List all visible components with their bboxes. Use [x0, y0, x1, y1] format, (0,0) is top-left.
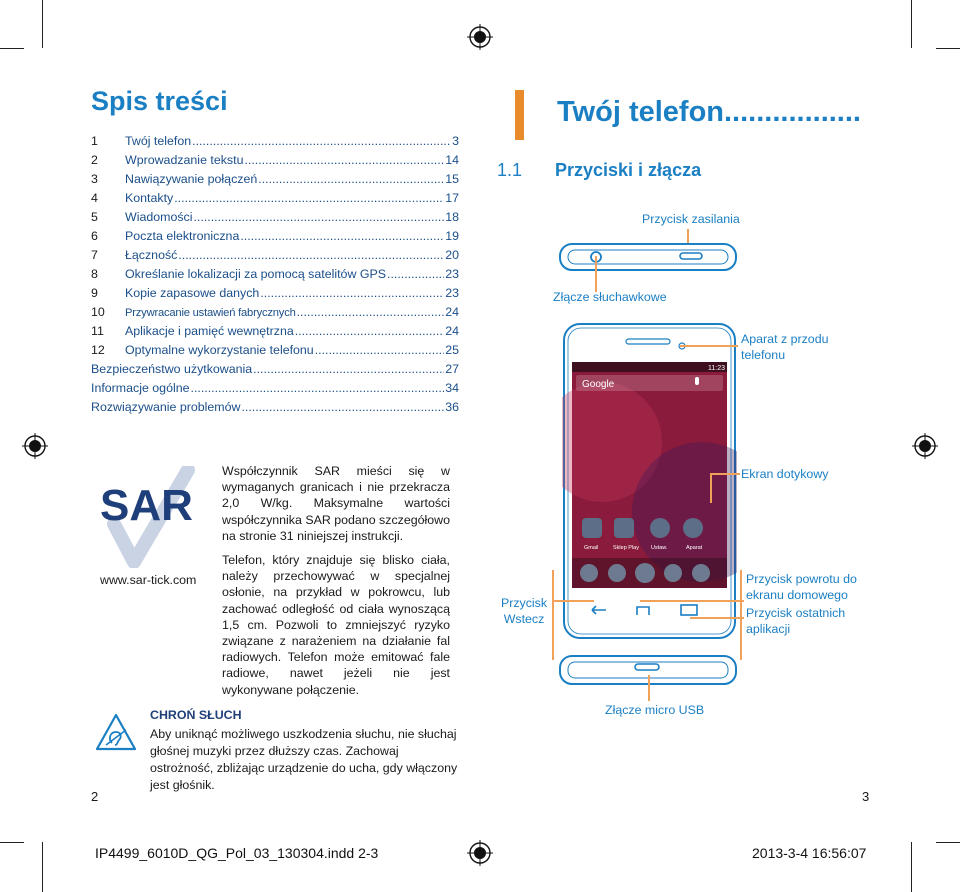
toc-entry-label: Optymalne wykorzystanie telefonu [125, 343, 314, 357]
toc-entry-label: Wprowadzanie tekstu [125, 153, 244, 167]
callout-leader [710, 473, 712, 503]
toc-entry-label: Informacje ogólne [91, 381, 190, 395]
toc-entry-page: 19 [445, 229, 459, 243]
callout-micro-usb: Złącze micro USB [605, 703, 705, 717]
status-bar-time: 11:23 [708, 365, 725, 372]
toc-entry-label: Rozwiązywanie problemów [91, 400, 241, 414]
hearing-heading: CHROŃ SŁUCH [150, 708, 242, 722]
toc-entry-page: 17 [445, 191, 459, 205]
toc-leader [258, 170, 444, 189]
callout-leader [595, 256, 597, 292]
toc-entry-page: 20 [445, 248, 459, 262]
toc-leader [244, 151, 444, 170]
toc-entry-page: 36 [445, 400, 459, 414]
toc-entry-number: 10 [91, 305, 105, 319]
callout-leader [648, 675, 650, 701]
callout-headset-jack: Złącze słuchawkowe [553, 290, 667, 304]
toc-entry[interactable] [91, 341, 459, 360]
toc-leader [191, 379, 445, 398]
toc-entry-label: Nawiązywanie połączeń [125, 172, 258, 186]
callout-leader [690, 617, 744, 619]
crop-mark [42, 842, 43, 892]
page-number-left: 2 [91, 789, 99, 804]
app-label: Sklep Play [613, 545, 639, 551]
toc-entry[interactable] [91, 246, 459, 265]
toc-leader [240, 227, 444, 246]
toc-entry-page: 14 [445, 153, 459, 167]
callout-recent-apps: Przycisk ostatnich aplikacji [746, 606, 846, 636]
toc-entry[interactable] [91, 132, 459, 151]
registration-mark-icon [467, 840, 493, 866]
toc-entry-number: 9 [91, 286, 98, 300]
toc-entry[interactable] [91, 189, 459, 208]
sar-paragraph: Telefon, który znajduje się blisko ciała, należy przechowywać w specjalnej osłonie, na przykład w pokrowcu, lub zachować odległość od ciała wynoszącą 1,5 cm. Pozwoli to zmniejszyć ryzyko związane z narażeniem na działanie fal radiowych. Telefon może emitować fale radiowe, nawet jeżeli nie jest wykonywane połączenie. [222, 553, 450, 697]
crop-mark [0, 48, 24, 49]
section-title: Przyciski i złącza [555, 160, 702, 180]
toc-entry-number: 3 [91, 172, 98, 186]
phone-top-edge [558, 240, 738, 274]
toc-entry[interactable] [91, 170, 459, 189]
print-slug-timestamp: 2013-3-4 16:56:07 [752, 845, 867, 861]
crop-mark [936, 842, 960, 843]
print-slug-file: IP4499_6010D_QG_Pol_03_130304.indd 2-3 [95, 845, 379, 861]
toc-entry[interactable] [91, 265, 459, 284]
chapter-title: Twój telefon................. [557, 96, 861, 128]
callout-front-camera: Aparat z przodu telefonu [741, 332, 829, 362]
toc-entry[interactable] [91, 151, 459, 170]
toc-entry-number: 12 [91, 343, 105, 357]
toc-entry-label: Aplikacje i pamięć wewnętrzna [125, 324, 294, 338]
toc-entry-number: 6 [91, 229, 98, 243]
toc-leader [193, 208, 444, 227]
toc-leader [297, 303, 445, 322]
phone-dock-icon[interactable] [580, 564, 598, 582]
toc-entry[interactable] [91, 284, 459, 303]
registration-mark-icon [22, 433, 48, 459]
callout-leader [680, 345, 738, 347]
toc-leader [178, 246, 444, 265]
toc-entry-number: 4 [91, 191, 98, 205]
toc-entry-page: 34 [445, 381, 459, 395]
toc-entry-page: 27 [445, 362, 459, 376]
app-label: Gmail [584, 545, 599, 551]
toc-entry-number: 8 [91, 267, 98, 281]
section-number: 1.1 [497, 160, 523, 180]
callout-leader [552, 570, 554, 660]
callout-leader [552, 600, 594, 602]
callout-back-button: Przycisk Wstecz [500, 596, 548, 626]
crop-mark [42, 0, 43, 48]
callout-leader [740, 570, 742, 660]
toc-leader [315, 341, 445, 360]
toc-entry-page: 24 [445, 324, 459, 338]
crop-mark [936, 48, 960, 49]
sar-logo-text: SAR [100, 481, 193, 530]
toc-entry[interactable] [91, 208, 459, 227]
callout-touchscreen: Ekran dotykowy [741, 467, 829, 481]
toc-entry-label: Kopie zapasowe danych [125, 286, 260, 300]
play-store-app-icon[interactable] [614, 518, 634, 538]
contacts-dock-icon[interactable] [608, 564, 626, 582]
toc-leader [253, 360, 444, 379]
toc-entry[interactable] [91, 398, 459, 417]
google-search-bar[interactable]: Google [582, 379, 615, 390]
chapter-accent-bar [515, 90, 524, 140]
toc-entry-page: 3 [452, 134, 459, 148]
toc-entry-page: 24 [445, 305, 459, 319]
toc-leader [241, 398, 444, 417]
toc-entry[interactable] [91, 322, 459, 341]
browser-dock-icon[interactable] [692, 564, 710, 582]
app-drawer-icon[interactable] [635, 563, 655, 583]
registration-mark-icon [467, 24, 493, 50]
messages-dock-icon[interactable] [664, 564, 682, 582]
toc-entry-number: 2 [91, 153, 98, 167]
toc-leader [295, 322, 444, 341]
sar-url[interactable]: www.sar-tick.com [100, 573, 197, 587]
callout-leader [710, 473, 740, 475]
app-label: Aparat [686, 545, 703, 551]
toc-title: Spis treści [91, 86, 228, 116]
toc-leader [260, 284, 444, 303]
toc-entry-label: Kontakty [125, 191, 174, 205]
callout-home-button: Przycisk powrotu do ekranu domowego [746, 572, 857, 602]
toc-entry-page: 23 [445, 286, 459, 300]
hearing-text: Aby uniknąć możliwego uszkodzenia słuchu, nie słuchaj głośnej muzyki przez dłuższy czas. Zachowaj ostrożność, zbliżając urządzenie do ucha, gdy włączony jest głośnik. [150, 727, 458, 792]
toc-entry-number: 1 [91, 134, 98, 148]
table-of-contents [91, 132, 459, 417]
settings-app-icon[interactable] [650, 518, 670, 538]
toc-entry-page: 15 [445, 172, 459, 186]
toc-entry-page: 23 [445, 267, 459, 281]
toc-entry[interactable] [91, 360, 459, 379]
page-number-right: 3 [862, 789, 870, 804]
crop-mark [911, 0, 912, 48]
toc-leader [192, 132, 451, 151]
toc-entry[interactable] [91, 227, 459, 246]
registration-mark-icon [912, 433, 938, 459]
sar-tick-logo [96, 466, 208, 568]
toc-entry-page: 25 [445, 343, 459, 357]
toc-entry-label: Bezpieczeństwo użytkowania [91, 362, 253, 376]
app-label: Ustaw. [651, 545, 668, 551]
toc-entry-page: 18 [445, 210, 459, 224]
toc-entry-label: Łączność [125, 248, 178, 262]
toc-leader [387, 265, 444, 284]
sar-info [222, 463, 450, 698]
toc-entry-number: 5 [91, 210, 98, 224]
toc-entry-label: Przywracanie ustawień fabrycznych [125, 307, 296, 319]
sar-paragraph: Współczynnik SAR mieści się w wymaganych granicach i nie przekracza 2,0 W/kg. Maksymalne wartości współczynnika SAR podano szczegółowo na stronie 31 niniejszej instrukcji. [222, 464, 450, 543]
toc-entry[interactable] [91, 379, 459, 398]
hearing-warning-icon [94, 712, 138, 752]
crop-mark [911, 842, 912, 892]
toc-leader [174, 189, 444, 208]
callout-leader [640, 600, 744, 602]
toc-entry-label: Wiadomości [125, 210, 193, 224]
crop-mark [0, 842, 24, 843]
toc-entry[interactable] [91, 303, 459, 322]
toc-entry-number: 7 [91, 248, 98, 262]
toc-entry-number: 11 [91, 324, 104, 338]
toc-entry-label: Twój telefon [125, 134, 192, 148]
toc-entry-label: Poczta elektroniczna [125, 229, 240, 243]
camera-app-icon[interactable] [683, 518, 703, 538]
callout-power-button: Przycisk zasilania [642, 212, 740, 226]
gmail-app-icon[interactable] [582, 518, 602, 538]
toc-entry-label: Określanie lokalizacji za pomocą satelitów GPS [125, 267, 387, 281]
